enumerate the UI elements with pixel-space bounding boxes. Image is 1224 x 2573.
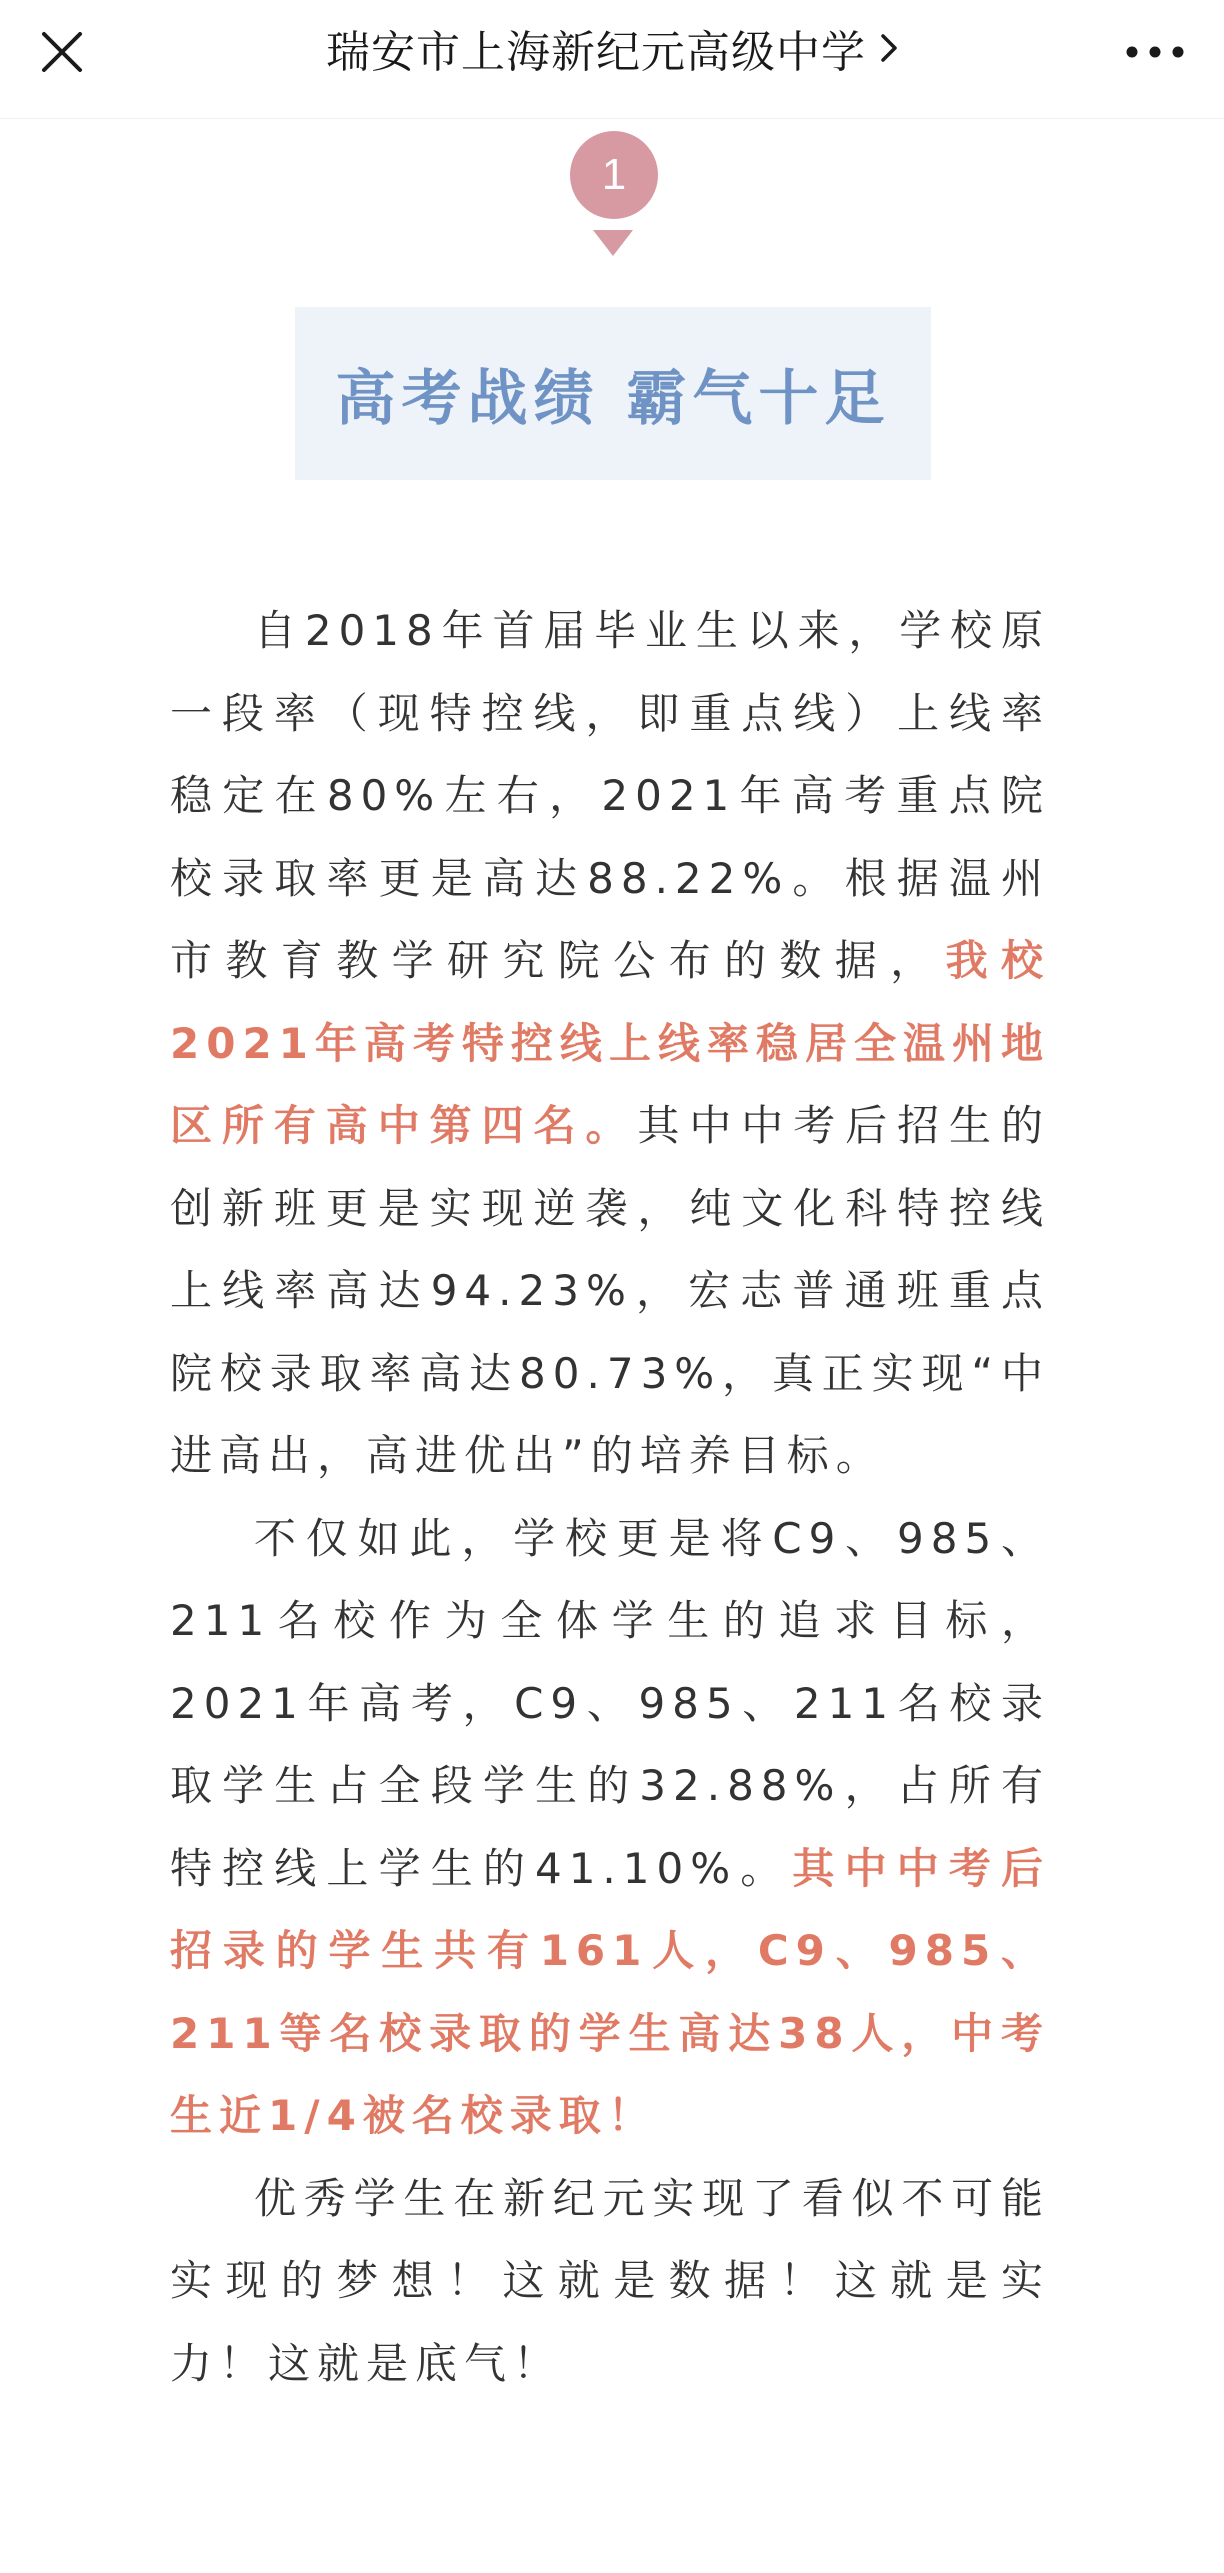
more-horizontal-icon (1125, 45, 1185, 59)
section-heading-box (295, 307, 931, 480)
close-icon (40, 30, 84, 74)
section-heading: 高考战绩 霸气十足 (335, 363, 891, 434)
section-number: 1 (601, 150, 627, 199)
highlight-text: 我校2021年高考特控线上线率稳居全温州地区所有高中第四名。 (170, 936, 1050, 1150)
chevron-right-icon (880, 33, 898, 63)
top-navigation-bar (0, 0, 1224, 119)
paragraph-text: 其中中考后招生的创新班更是实现逆袭，纯文化科特控线上线率高达94.23%，宏志普通班重点院校录取率高达80.73%，真正实现“中进高出，高进优出”的培养目标。 (170, 1101, 1050, 1480)
more-options-button[interactable] (1110, 20, 1200, 84)
page-title: 瑞安市上海新纪元高级中学 (326, 27, 866, 78)
paragraph-text: 自2018年首届毕业生以来，学校原一段率（现特控线，即重点线）上线率稳定在80%左右，2021年高考重点院校录取率更是高达88.22%。根据温州市教育教学研究院公布的数据， (170, 606, 1050, 985)
paragraph-2 (170, 1498, 1050, 2158)
paragraph-text: 优秀学生在新纪元实现了看似不可能实现的梦想！这就是数据！这就是实力！这就是底气！ (170, 2173, 1050, 2388)
paragraph-text: 不仅如此，学校更是将C9、985、211名校作为全体学生的追求目标，2021年高考，C9、985、211名校录取学生占全段学生的32.88%，占所有特控线上学生的41.10%。 (170, 1513, 1050, 1893)
account-name-link[interactable] (150, 18, 1074, 78)
section-number-badge (570, 131, 658, 219)
paragraph-3 (170, 2158, 1050, 2406)
highlight-text: 其中中考后招录的学生共有161人，C9、985、211等名校录取的学生高达38人，中考生近1/4被名校录取！ (170, 1843, 1050, 2140)
article-body (170, 590, 1050, 2405)
badge-pointer (593, 230, 633, 256)
close-button[interactable] (30, 20, 94, 84)
paragraph-1 (170, 590, 1050, 1498)
